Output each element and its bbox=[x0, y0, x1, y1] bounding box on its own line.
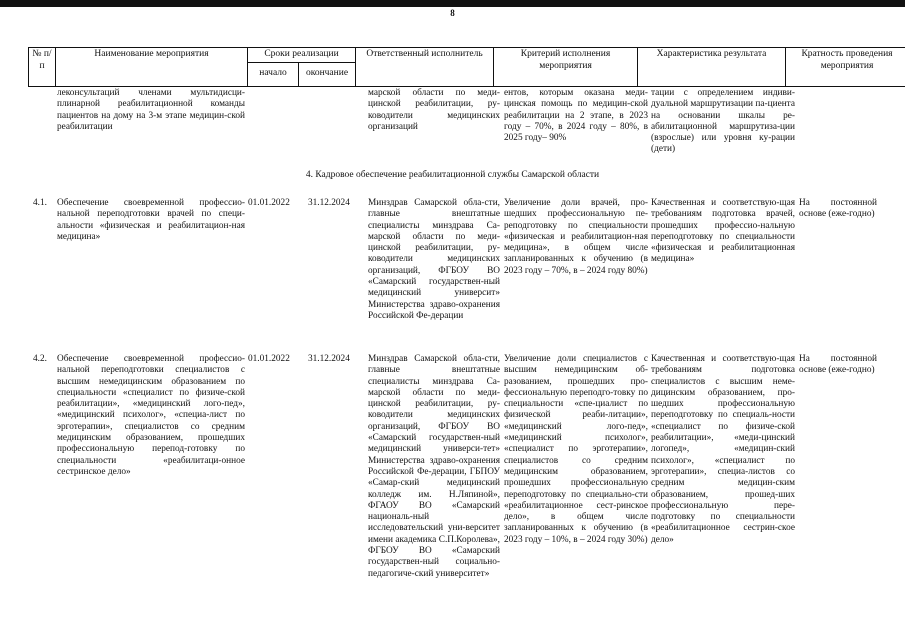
header-result: Характеристика результата bbox=[638, 48, 786, 87]
row-name: Обеспечение своевременной профессио-нальной переподготовки специалистов с высшим немедицинским образованием по специальности «специалист по физиче-ской реабилитации», «медицинский лого-пед», «медицинский психолог», «специа-лист по эрготерапии», специалистов со средним медицинским образованием, прошедших профессиональную перепод-готовку по специальности «реабилитаци-онное сестринское дело» bbox=[57, 354, 245, 477]
section-title: 4. Кадровое обеспечение реабилитационной службы Самарской области bbox=[305, 170, 600, 180]
row-number: 4.2. bbox=[33, 354, 47, 364]
row-end-date: 31.12.2024 bbox=[308, 198, 350, 208]
header-num: № п/п bbox=[29, 48, 56, 87]
header-terms: Сроки реализации bbox=[248, 48, 356, 63]
row-number: 4.1. bbox=[33, 198, 47, 208]
continuation-name: леконсультаций членами мультидисци-плинарной реабилитационной команды пациентов на дому на 3-м этапе медицин-ской реабилитации bbox=[57, 88, 245, 132]
continuation-criteria: ентов, которым оказана меди-цинская помощь по медицин-ской реабилитации на 2 этапе, в 2023 году – 70%, в 2024 году – 80%, в 2025 году– 90% bbox=[504, 88, 648, 144]
row-result: Качественная и соответствую-щая требованиям подготовка врачей, прошедших профессио-нальную переподготовку по специальности «физическая и реабилитационная медицина» bbox=[651, 198, 795, 265]
row-name: Обеспечение своевременной профессио-нальной переподготовки врачей по специ-альности «физическая и реабилитацион-ная медицина» bbox=[57, 198, 245, 242]
table-header bbox=[28, 47, 905, 87]
page-number: 8 bbox=[450, 8, 455, 18]
header-executor: Ответственный исполнитель bbox=[356, 48, 494, 87]
header-frequency: Кратность проведения мероприятия bbox=[786, 48, 905, 87]
row-executor: Минздрав Самарской обла-сти, главные внештатные специалисты минздрава Са-марской области по меди-цинской реабилитации, ру-ководители медицинских организаций, ФГБОУ ВО «Самарский государствен-ный медицинский университ» Министерства здраво-охранения Российской Фе-дерации bbox=[368, 198, 500, 321]
row-criteria: Увеличение доли специалистов с высшим немедицинским об-разованием, прошедших про-фессиональную переподго-товку по специальности «спе-циалист по физической реаби-литации», «медицинский лого-пед», «медицинский психолог», «специалист по эрготерапии», специалистов со средним медицинским образованием, прошедших профессиональную переподготовку по специально-сти «реабилитационное сест-ринское дело», в общем числе запланированных к обучению (в 2023 году – 10%, в – 2024 году 30%) bbox=[504, 354, 648, 545]
row-frequency: На постоянной основе (еже-годно) bbox=[799, 354, 877, 376]
row-start-date: 01.01.2022 bbox=[248, 354, 290, 364]
header-criteria: Критерий исполнения мероприятия bbox=[494, 48, 638, 87]
top-border-bar bbox=[0, 0, 905, 7]
row-executor: Минздрав Самарской обла-сти, главные внештатные специалисты минздрава Са-марской области по меди-цинской реабилитации, ру-ководители медицинских организаций, ФГБОУ ВО «Самарский государствен-ный медицинский универси-тет» Министерства здраво-охранения Российской Фе-дерации, ГБПОУ «Самар-ский медицинский колледж им. Н.Ляпиной», ФГАОУ ВО «Самарский националь-ный исследовательский уни-верситет имени академика С.П.Королева», ФГБОУ ВО «Самарский государствен-ный социально-педагогиче-ский университет» bbox=[368, 354, 500, 579]
row-start-date: 01.01.2022 bbox=[248, 198, 290, 208]
continuation-executor: марской области по меди-цинской реабилитации, ру-ководители медицинских организаций bbox=[368, 88, 500, 132]
header-end: окончание bbox=[299, 62, 356, 86]
row-frequency: На постоянной основе (еже-годно) bbox=[799, 198, 877, 220]
continuation-result: тации с определением индиви-дуальной маршрутизации па-циента на основании шкалы ре-абилитационной маршрутиза-ции (взрослые) или уровня ку-рации (дети) bbox=[651, 88, 795, 155]
row-end-date: 31.12.2024 bbox=[308, 354, 350, 364]
header-name: Наименование мероприятия bbox=[56, 48, 248, 87]
row-result: Качественная и соответствую-щая требованиям подготовка специалистов с высшим неме-дицинским образованием, про-шедших профессиональную переподготовку по специаль-ности «специалист по физиче-ской реабилитации», «меди-цинский логопед», «медицин-ский психолог», «специалист по эрготерапии», специа-листов со средним медицин-ским образованием, прошед-ших профессиональную пере-подготовку по специальности «реабилитационное сестрин-ское дело» bbox=[651, 354, 795, 545]
header-start: начало bbox=[248, 62, 299, 86]
row-criteria: Увеличение доли врачей, про-шедших профессиональную пе-реподготовку по специальности «физическая и реабилитацион-ная медицина», в общем числе запланированных к обучению (в 2023 году – 70%, в – 2024 году 80%) bbox=[504, 198, 648, 276]
